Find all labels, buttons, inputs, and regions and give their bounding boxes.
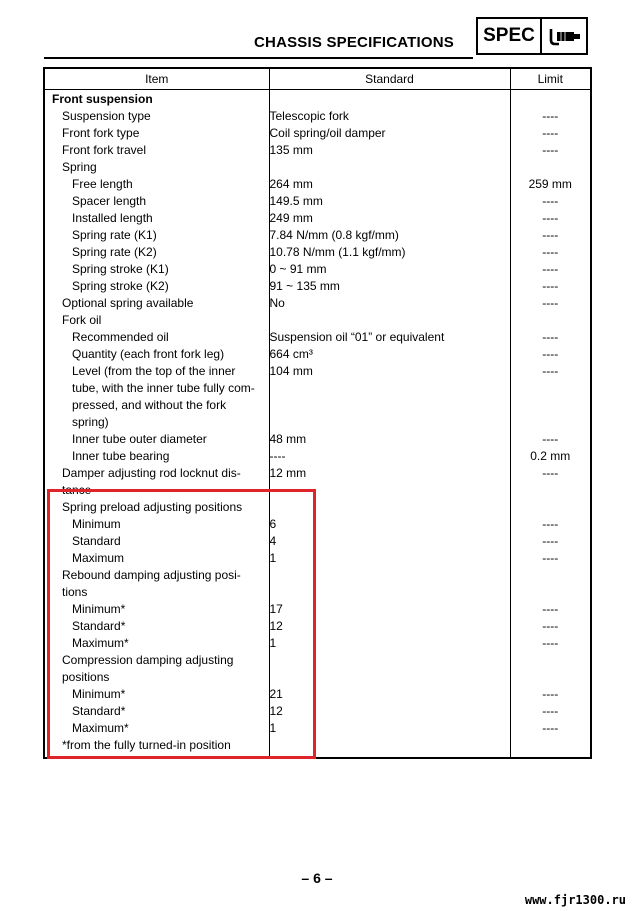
row-item-line: pressed, and without the fork [72,398,227,412]
row-limit-cell [510,159,591,176]
row-item-cell: Suspension type [62,109,151,123]
table-row [44,363,591,431]
row-limit-cell: ---- [510,295,591,312]
row-limit-cell: ---- [510,261,591,278]
row-limit-cell: ---- [510,550,591,567]
row-limit-cell: 259 mm [510,176,591,193]
row-item-line: tube, with the inner tube fully com- [72,381,255,395]
row-item-cell: Spring rate (K1) [72,228,157,242]
row-standard-cell: 12 [269,703,510,720]
row-item-line: tions [62,585,88,599]
row-standard-cell: 17 [269,601,510,618]
page-number: – 6 – [301,870,333,886]
row-item-cell: *from the fully turned-in position [62,738,231,752]
row-item-cell: Installed length [72,211,153,225]
row-limit-cell [510,737,591,758]
row-standard-cell: 264 mm [269,176,510,193]
row-item-cell: Maximum* [72,636,129,650]
table-row [44,108,591,125]
row-item-cell: Spring [62,160,97,174]
row-standard-cell: 135 mm [269,142,510,159]
column-header-standard: Standard [269,68,510,90]
row-item-cell: Spring stroke (K1) [72,262,169,276]
row-standard-cell: 10.78 N/mm (1.1 kgf/mm) [269,244,510,261]
row-item-cell [44,363,269,431]
table-row [44,176,591,193]
row-limit-cell [510,652,591,686]
row-limit-cell: ---- [510,278,591,295]
row-item-cell: Spacer length [72,194,147,208]
page-title: CHASSIS SPECIFICATIONS [254,34,454,51]
row-standard-cell: 21 [269,686,510,703]
table-row [44,244,591,261]
row-limit-cell: ---- [510,193,591,210]
table-row [44,261,591,278]
row-standard-cell: 149.5 mm [269,193,510,210]
row-item-cell: Quantity (each front fork leg) [72,347,225,361]
column-header-limit: Limit [510,68,591,90]
row-limit-cell: ---- [510,142,591,159]
row-limit-cell [510,90,591,109]
row-item-cell: Free length [72,177,133,191]
row-limit-cell: ---- [510,720,591,737]
row-item-line: Rebound damping adjusting posi- [62,568,241,582]
row-standard-cell: Telescopic fork [269,108,510,125]
row-standard-cell: 0 ~ 91 mm [269,261,510,278]
row-limit-cell: ---- [510,465,591,499]
row-item-cell: Minimum* [72,687,126,701]
table-row [44,346,591,363]
table-row [44,125,591,142]
row-standard-cell [269,159,510,176]
row-item-cell: Recommended oil [72,330,169,344]
table-row [44,431,591,448]
row-standard-cell: ---- [269,448,510,465]
row-limit-cell: ---- [510,533,591,550]
row-item-cell: Front suspension [52,92,153,106]
row-standard-cell: 1 [269,635,510,652]
row-standard-cell: No [269,295,510,312]
micrometer-icon [542,19,586,53]
row-standard-cell: 48 mm [269,431,510,448]
column-header-item: Item [44,68,269,90]
table-row [44,142,591,159]
row-item-line: spring) [72,415,109,429]
table-row [44,312,591,329]
row-standard-cell: 249 mm [269,210,510,227]
row-limit-cell: ---- [510,635,591,652]
table-row [44,193,591,210]
title-underline [44,57,473,59]
row-item-cell: Spring preload adjusting positions [62,500,243,514]
row-item-cell: Standard* [72,619,126,633]
row-standard-cell: 6 [269,516,510,533]
row-standard-cell: Coil spring/oil damper [269,125,510,142]
spec-badge [476,17,588,55]
site-watermark: www.fjr1300.ru [524,893,626,907]
row-item-cell: Spring stroke (K2) [72,279,169,293]
row-standard-cell: 664 cm³ [269,346,510,363]
row-limit-cell: ---- [510,108,591,125]
row-standard-cell: 7.84 N/mm (0.8 kgf/mm) [269,227,510,244]
row-limit-cell: ---- [510,210,591,227]
row-item-cell: Front fork travel [62,143,147,157]
row-standard-cell: 4 [269,533,510,550]
row-standard-cell: 12 mm [269,465,510,499]
table-row [44,227,591,244]
row-item-cell: Standard [72,534,121,548]
row-item-line: Compression damping adjusting [62,653,234,667]
row-standard-cell: 1 [269,550,510,567]
row-item-cell: Front fork type [62,126,140,140]
row-limit-cell: ---- [510,125,591,142]
row-item-line: positions [62,670,110,684]
spec-badge-label: SPEC [478,19,542,53]
row-item-cell: Optional spring available [62,296,194,310]
row-item-cell: Fork oil [62,313,102,327]
row-standard-cell: 91 ~ 135 mm [269,278,510,295]
row-limit-cell: ---- [510,703,591,720]
row-item-cell: Inner tube outer diameter [72,432,207,446]
row-limit-cell [510,499,591,516]
row-item-cell: Spring rate (K2) [72,245,157,259]
row-limit-cell: ---- [510,227,591,244]
row-standard-cell [269,90,510,109]
row-standard-cell: 1 [269,720,510,737]
table-row [44,90,591,109]
row-limit-cell: ---- [510,363,591,431]
row-limit-cell: ---- [510,431,591,448]
table-row [44,278,591,295]
row-limit-cell: ---- [510,601,591,618]
table-row [44,159,591,176]
row-item-cell: Maximum [72,551,125,565]
table-row [44,448,591,465]
row-item-cell: Minimum [72,517,121,531]
row-standard-cell: 12 [269,618,510,635]
row-item-cell: Maximum* [72,721,129,735]
row-item-line: Damper adjusting rod locknut dis- [62,466,241,480]
row-item-line: Level (from the top of the inner [72,364,236,378]
row-limit-cell: 0.2 mm [510,448,591,465]
row-standard-cell: Suspension oil “01” or equivalent [269,329,510,346]
highlight-box [47,489,316,759]
row-limit-cell [510,567,591,601]
table-row [44,329,591,346]
row-limit-cell: ---- [510,686,591,703]
row-limit-cell: ---- [510,244,591,261]
table-header-row [44,68,591,90]
row-limit-cell: ---- [510,329,591,346]
row-limit-cell: ---- [510,346,591,363]
row-item-cell: Standard* [72,704,126,718]
row-item-cell: Inner tube bearing [72,449,170,463]
table-row [44,210,591,227]
table-row [44,295,591,312]
row-item-line: tance [62,483,92,497]
row-limit-cell [510,312,591,329]
row-standard-cell [269,312,510,329]
row-item-cell: Minimum* [72,602,126,616]
row-standard-cell: 104 mm [269,363,510,431]
row-limit-cell: ---- [510,516,591,533]
row-limit-cell: ---- [510,618,591,635]
